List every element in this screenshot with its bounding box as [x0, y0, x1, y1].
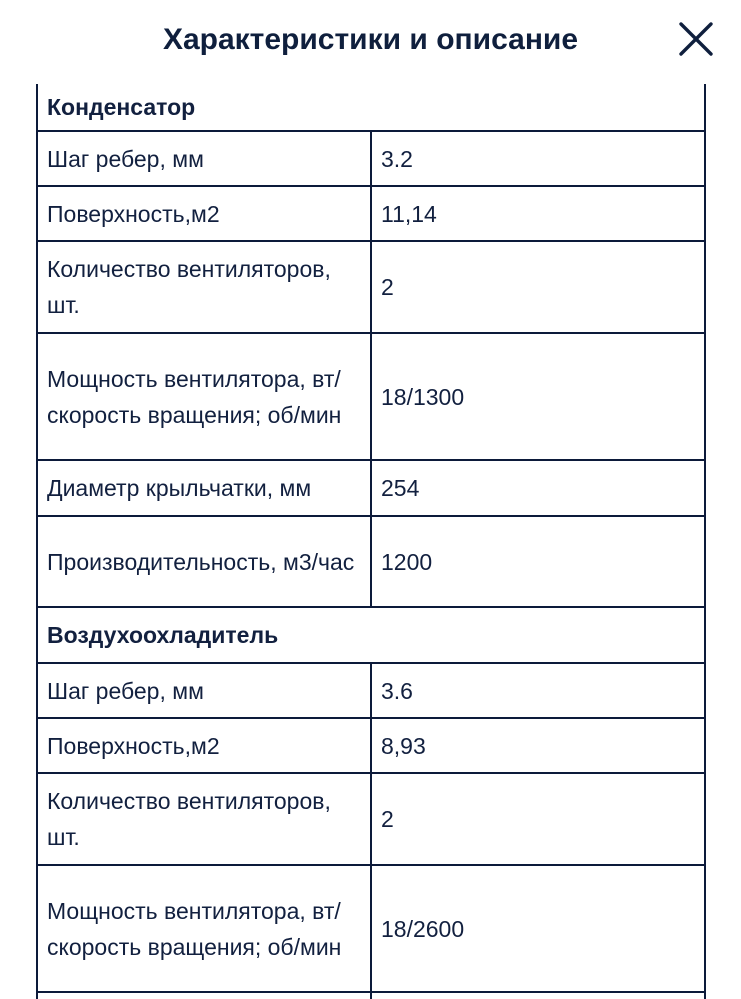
spec-value: 18/1300 — [371, 333, 705, 460]
spec-value: 254 — [371, 460, 705, 516]
spec-label: Шаг ребер, мм — [37, 131, 371, 186]
spec-label: Шаг ребер, мм — [37, 663, 371, 718]
section-header-row — [37, 84, 705, 131]
table-row — [37, 865, 705, 992]
spec-value — [371, 992, 705, 999]
spec-value: 3.6 — [371, 663, 705, 718]
spec-value: 18/2600 — [371, 865, 705, 992]
table-row — [37, 773, 705, 865]
section-title: Конденсатор — [37, 84, 705, 131]
spec-label: Мощность вентилятора, вт/скорость вращения; об/мин — [37, 865, 371, 992]
section-header-row — [37, 607, 705, 663]
specs-scroll-area[interactable] — [0, 84, 741, 999]
spec-value: 3.2 — [371, 131, 705, 186]
spec-label: Поверхность,м2 — [37, 186, 371, 241]
spec-label: Мощность вентилятора, вт/скорость вращения; об/мин — [37, 333, 371, 460]
spec-label: Диаметр крыльчатки, мм — [37, 460, 371, 516]
close-icon[interactable] — [674, 17, 718, 61]
spec-label: Количество вентиляторов, шт. — [37, 241, 371, 333]
modal-header — [0, 0, 741, 84]
spec-label — [37, 992, 371, 999]
table-row — [37, 516, 705, 607]
section-title: Воздухоохладитель — [37, 607, 705, 663]
table-row — [37, 460, 705, 516]
modal-title: Характеристики и описание — [162, 23, 579, 56]
table-row — [37, 131, 705, 186]
spec-value: 11,14 — [371, 186, 705, 241]
table-row — [37, 241, 705, 333]
spec-label: Производительность, м3/час — [37, 516, 371, 607]
spec-label: Поверхность,м2 — [37, 718, 371, 773]
spec-value: 2 — [371, 773, 705, 865]
table-row — [37, 186, 705, 241]
table-row — [37, 992, 705, 999]
spec-value: 2 — [371, 241, 705, 333]
table-row — [37, 663, 705, 718]
table-row — [37, 718, 705, 773]
spec-value: 1200 — [371, 516, 705, 607]
specs-table — [36, 84, 706, 999]
spec-label: Количество вентиляторов, шт. — [37, 773, 371, 865]
table-row — [37, 333, 705, 460]
spec-value: 8,93 — [371, 718, 705, 773]
